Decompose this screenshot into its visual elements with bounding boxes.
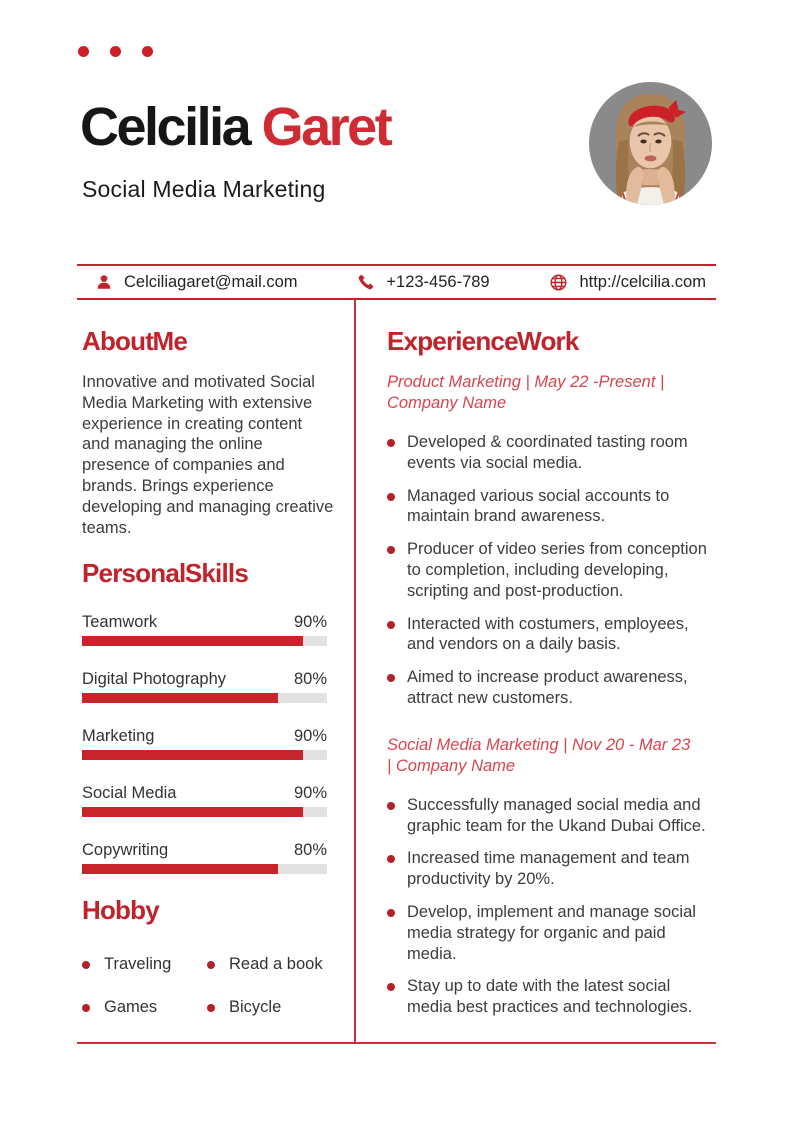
hobby-label: Bicycle <box>229 998 282 1016</box>
skills-title: Personal Skills <box>82 558 248 588</box>
skill-item <box>82 838 327 874</box>
job-bullet-text: Successfully managed social media and graphic team for the Ukand Dubai Office. <box>407 795 706 835</box>
bullet-dot-icon <box>387 909 395 917</box>
person-name <box>80 96 390 158</box>
job-bullet-text: Managed various social accounts to maintain brand awareness. <box>407 486 670 526</box>
hobby-label: Traveling <box>104 955 172 973</box>
skill-item <box>82 610 327 646</box>
job-bullet-item <box>387 486 717 528</box>
hobby-item <box>207 955 344 974</box>
hobby-list <box>82 955 344 1017</box>
skill-label: Digital Photography <box>82 670 227 688</box>
skill-bar-fill <box>82 693 278 703</box>
skill-label: Copywriting <box>82 841 169 859</box>
contact-email-text: Celciliagaret@mail.com <box>124 272 298 291</box>
red-dot <box>78 46 89 57</box>
job-heading: Social Media Marketing | Nov 20 - Mar 23 | Company Name <box>387 735 691 775</box>
skill-percent: 90% <box>293 784 327 802</box>
skill-percent: 80% <box>293 841 327 859</box>
red-dot <box>110 46 121 57</box>
hobby-section <box>82 895 344 1017</box>
skills-section <box>82 558 327 895</box>
bullet-dot-icon <box>387 439 395 447</box>
job-bullet-item <box>387 667 717 709</box>
experience-title: Experience Work <box>387 326 579 356</box>
about-section <box>82 326 334 538</box>
skills-list <box>82 610 327 874</box>
job-bullet-item <box>387 614 717 656</box>
skill-percent: 90% <box>293 613 327 631</box>
profile-photo <box>589 82 712 205</box>
globe-icon <box>549 273 568 292</box>
last-name: Garet <box>261 97 391 157</box>
first-name: Celcilia <box>80 97 250 157</box>
contact-phone <box>357 273 489 292</box>
skill-percent: 90% <box>293 727 327 745</box>
bullet-dot-icon <box>387 493 395 501</box>
job-bullet-item <box>387 848 717 890</box>
job-bullet-list <box>387 432 717 709</box>
skill-row-header <box>82 610 327 634</box>
skill-percent: 80% <box>293 670 327 688</box>
job-bullet-text: Increased time management and team productivity by 20%. <box>407 849 690 889</box>
skill-label: Social Media <box>82 784 177 802</box>
hobby-item <box>207 998 344 1017</box>
contact-website <box>549 273 706 292</box>
skill-row-header <box>82 838 327 862</box>
skill-bar-track <box>82 807 327 817</box>
skill-bar-track <box>82 864 327 874</box>
bullet-dot-icon <box>82 1004 90 1012</box>
bullet-dot-icon <box>387 674 395 682</box>
bullet-dot-icon <box>82 961 90 969</box>
job-bullet-text: Producer of video series from conception to completion, including developing, scripting and post-production. <box>407 540 707 600</box>
bullet-dot-icon <box>387 802 395 810</box>
job-bullet-list <box>387 795 717 1018</box>
job-bullet-text: Aimed to increase product awareness, attract new customers. <box>407 668 688 707</box>
job-bullet-text: Stay up to date with the latest social media best practices and technologies. <box>407 977 693 1017</box>
footer-line <box>77 1042 716 1044</box>
bullet-dot-icon <box>387 546 395 554</box>
skill-bar-fill <box>82 636 303 646</box>
profile-photo-illustration <box>589 82 712 205</box>
phone-icon <box>357 273 375 291</box>
skill-row-header <box>82 667 327 691</box>
skill-item <box>82 667 327 703</box>
skill-bar-fill <box>82 864 278 874</box>
contact-phone-text: +123-456-789 <box>386 272 490 291</box>
job-bullet-item <box>387 795 717 837</box>
hobby-label: Games <box>104 998 158 1016</box>
person-icon <box>95 273 113 291</box>
skill-bar-track <box>82 693 327 703</box>
job-bullet-item <box>387 976 717 1018</box>
bullet-dot-icon <box>207 961 215 969</box>
job-bullet-item <box>387 539 717 601</box>
skill-row-header <box>82 781 327 805</box>
job-bullet-text: Developed & coordinated tasting room events via social media. <box>407 433 688 472</box>
hobby-item <box>82 955 207 974</box>
decorative-dots <box>78 46 153 57</box>
skill-row-header <box>82 724 327 748</box>
red-dot <box>142 46 153 57</box>
contact-email <box>95 273 298 292</box>
about-title: About Me <box>82 326 188 356</box>
contact-bar <box>77 264 716 300</box>
skill-bar-track <box>82 750 327 760</box>
job-bullet-item <box>387 902 717 964</box>
contact-website-text: http://celcilia.com <box>579 272 706 291</box>
experience-section <box>387 326 717 1030</box>
job-bullet-text: Develop, implement and manage social media strategy for organic and paid media. <box>407 902 696 963</box>
job-bullet-item <box>387 432 717 474</box>
job-heading: Product Marketing | May 22 -Present | Company Name <box>387 373 665 412</box>
skill-bar-track <box>82 636 327 646</box>
about-body: Innovative and motivated Social Media Marketing with extensive experience in creating content and managing the online presence of companies and brands. Brings experience developing and managing creative teams. <box>82 373 334 537</box>
skill-item <box>82 724 327 760</box>
skill-label: Teamwork <box>82 613 158 631</box>
bullet-dot-icon <box>387 621 395 629</box>
skill-label: Marketing <box>82 727 155 745</box>
skill-item <box>82 781 327 817</box>
skill-bar-fill <box>82 750 303 760</box>
bullet-dot-icon <box>387 983 395 991</box>
skill-bar-fill <box>82 807 303 817</box>
job-bullet-text: Interacted with costumers, employees, and vendors on a daily basis. <box>407 614 689 654</box>
hobby-title: Hobby <box>82 895 159 925</box>
job-subtitle: Social Media Marketing <box>82 176 326 202</box>
experience-jobs <box>387 372 717 1018</box>
bullet-dot-icon <box>207 1004 215 1012</box>
bullet-dot-icon <box>387 855 395 863</box>
column-divider-line <box>354 300 356 1043</box>
hobby-label: Read a book <box>229 955 323 973</box>
hobby-item <box>82 998 207 1017</box>
